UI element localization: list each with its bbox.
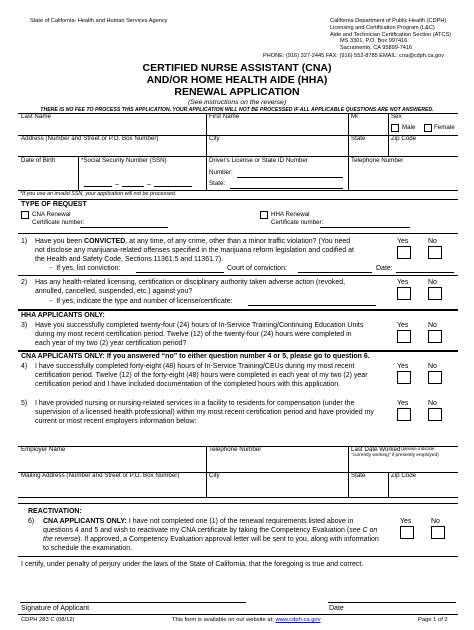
telephone-field[interactable]	[350, 166, 456, 188]
q4-number: 4)	[21, 363, 28, 370]
male-label: Male	[402, 124, 416, 131]
q3-no-label: No	[428, 322, 437, 329]
license-label: Driver's License or State ID Number	[209, 157, 308, 164]
q2-text: Has any health-related licensing, certification or disciplinary authority taken adverse action (revoked, annulled, cancelled, suspended, etc.) against you?	[35, 279, 346, 295]
mi-field[interactable]	[350, 122, 386, 134]
employer-mailing-field[interactable]	[20, 481, 204, 496]
q6-number: 6)	[28, 518, 35, 525]
mi-label: MI	[351, 113, 358, 120]
q6-yes-label: Yes	[400, 518, 412, 525]
title-line-2: AND/OR HOME HEALTH AIDE (HHA)	[146, 74, 328, 86]
q5-yes-label: Yes	[397, 400, 409, 407]
request-heading: TYPE OF REQUEST	[21, 201, 87, 208]
q3-yes-checkbox[interactable]	[397, 330, 411, 343]
employer-city-label: City	[209, 472, 220, 479]
sex-label: Sex	[391, 113, 402, 120]
q6-yes-checkbox[interactable]	[400, 526, 414, 539]
website-link[interactable]: www.cdph.ca.gov	[275, 617, 321, 623]
license-number-label: Number:	[209, 169, 233, 176]
address-field[interactable]	[20, 144, 204, 155]
employer-name-label: Employer Name	[21, 446, 66, 453]
agency-right	[330, 18, 451, 52]
ssn-part-1[interactable]	[84, 186, 112, 187]
state-field[interactable]	[350, 144, 386, 155]
date-line[interactable]	[328, 602, 456, 603]
q6-bold: CNA APPLICANTS ONLY:	[43, 518, 127, 525]
cna-renewal-label: CNA Renewal	[32, 211, 71, 218]
q6-no-label: No	[431, 518, 440, 525]
q1-sub-text: If yes, list conviction:	[56, 265, 121, 272]
signature-line[interactable]	[20, 602, 246, 603]
q3-yes-label: Yes	[397, 322, 409, 329]
zip-label: Zip Code	[391, 135, 417, 142]
dob-label: Date of Birth	[21, 157, 56, 164]
q1-yes-checkbox[interactable]	[397, 246, 411, 259]
employer-state-label: State	[351, 472, 366, 479]
telephone-label: Telephone Number	[351, 157, 404, 164]
employer-phone-field[interactable]	[208, 455, 346, 471]
last-date-note: (please indicate “currently working” if presently employed)	[351, 447, 439, 458]
male-checkbox[interactable]	[391, 124, 399, 132]
q1-date-label: Date:	[376, 265, 393, 272]
hha-cert-label: Certificate number:	[271, 219, 324, 226]
title-line-1: CERTIFIED NURSE ASSISTANT (CNA)	[142, 62, 332, 74]
q1-court-field[interactable]	[298, 272, 372, 273]
hha-cert-field[interactable]	[320, 227, 410, 228]
q5-text: I have provided nursing or nursing-related services in a facility to residents for compensation (under the supervision of a licensed health professional) within my most recent certification period and have provided my current or most recent employers information below:	[35, 400, 374, 425]
license-number-field[interactable]	[237, 177, 343, 178]
page-number: Page 1 of 2	[418, 617, 448, 623]
hha-renewal-label: HHA Renewal	[271, 211, 310, 218]
q1-yes-label: Yes	[397, 238, 409, 245]
q2-no-checkbox[interactable]	[428, 287, 442, 300]
q2-license-field[interactable]	[248, 305, 376, 306]
agency-line: Sacramento, CA 95899-7416	[340, 45, 413, 52]
ssn-dash: –	[115, 181, 119, 188]
q5-no-checkbox[interactable]	[428, 408, 442, 421]
employer-zip-label: Zip Code	[391, 472, 417, 479]
q3-number: 3)	[21, 322, 28, 329]
website-text: This form is available on our website at:	[172, 617, 276, 623]
hha-heading: HHA APPLICANTS ONLY:	[21, 312, 105, 319]
ssn-dash: –	[147, 181, 151, 188]
employer-phone-label: Telephone Number	[209, 446, 262, 453]
ssn-part-2[interactable]	[122, 186, 144, 187]
agency-line: MS 3301, P.O. Box 997416	[340, 38, 408, 45]
hha-renewal-checkbox[interactable]	[260, 211, 268, 219]
cna-cert-field[interactable]	[80, 227, 168, 228]
q4-yes-checkbox[interactable]	[397, 371, 411, 384]
q4-no-checkbox[interactable]	[428, 371, 442, 384]
employer-state-field[interactable]	[350, 481, 386, 496]
q2-yes-checkbox[interactable]	[397, 287, 411, 300]
q2-no-label: No	[428, 279, 437, 286]
q4-text: I have successfully completed forty-eight (48) hours of In-Service Training/CEUs during my most recent certification period. Twelve (12) of the forty-eight (48) hours were completed in each year of my two (2) year certification period and I have included documentation of the completed hours with this application.	[35, 363, 368, 388]
q6-text	[43, 517, 379, 553]
first-name-field[interactable]	[208, 122, 346, 134]
female-checkbox[interactable]	[424, 124, 432, 132]
q1-court-label: Court of conviction:	[227, 265, 287, 272]
q1-date-field[interactable]	[396, 272, 454, 273]
q2-yes-label: Yes	[397, 279, 409, 286]
q3-text: Have you successfully completed twenty-four (24) hours of In-Service Training/Continuing Education Units during my most recent certification period. Twelve (12) of the twenty-four (24) hours were completed in each year of my two (2) year certification period?	[35, 322, 364, 347]
cna-heading: CNA APPLICANTS ONLY: If you answered “no” to either question number 4 or 5, please go to question 6.	[21, 353, 370, 360]
city-field[interactable]	[208, 144, 346, 155]
q4-yes-label: Yes	[397, 363, 409, 370]
q6-end: ). If approved, a Competency Evaluation approval letter will be sent to you, along with information to schedule the examination.	[43, 536, 379, 552]
q6-no-checkbox[interactable]	[431, 526, 445, 539]
employer-zip-field[interactable]	[390, 481, 456, 496]
zip-field[interactable]	[390, 144, 456, 155]
q5-no-label: No	[428, 400, 437, 407]
q1-text: Have you been CONVICTED, at any time, of any crime, other than a minor traffic violation? (You need not disclose any marijuana-related offenses specified in the marijuana reform legislation and codified at the Health and Safety Code, Sections 11361.5 and 11361.7).	[35, 238, 354, 263]
q2-sub-text: If yes, indicate the type and number of license/certificate:	[56, 298, 233, 305]
ssn-note: *If you use an invalid SSN, your application will not be processed.	[20, 191, 177, 197]
cna-renewal-checkbox[interactable]	[21, 211, 29, 219]
signature-label: Signature of Applicant	[21, 605, 90, 612]
q1-no-checkbox[interactable]	[428, 246, 442, 259]
q5-yes-checkbox[interactable]	[397, 408, 411, 421]
last-date-field[interactable]	[350, 460, 456, 471]
q2-number: 2)	[21, 279, 28, 286]
q2-sub-label: - If yes, indicate the type and number of license/certificate:	[50, 298, 233, 305]
subtitle: (See instructions on the reverse)	[187, 99, 287, 106]
employer-city-field[interactable]	[208, 481, 346, 496]
q6-rest: I have not completed one (1) of the renewal requirements listed above in questions 4 and 5 and wish to reactivate my CNA certificate by taking the Competency Evaluation (	[43, 518, 354, 534]
q1-emphasis: CONVICTED	[84, 238, 126, 245]
q3-no-checkbox[interactable]	[428, 330, 442, 343]
agency-left: State of California- Health and Human Services Agency	[30, 18, 168, 24]
q5-number: 5)	[21, 400, 28, 407]
reactivation-heading: REACTIVATION:	[28, 508, 82, 515]
license-state-field[interactable]	[230, 188, 343, 189]
notice: THERE IS NO FEE TO PROCESS THIS APPLICATION. YOUR APPLICATION WILL NOT BE PROCESSED IF ALL APPLICABLE QUESTIONS ARE NOT ANSWERED.	[40, 106, 434, 113]
ssn-label: *Social Security Number (SSN)	[81, 157, 167, 164]
last-date-text: Last Date Worked	[351, 446, 401, 453]
agency-line: Licensing and Certification Program (L&C)	[330, 24, 435, 31]
title-line-3: RENEWAL APPLICATION	[174, 86, 300, 98]
q1-no-label: No	[428, 238, 437, 245]
city-label: City	[209, 135, 220, 142]
employer-mailing-label: Mailing Address (Number and Street or P.O. Box Number)	[21, 472, 180, 479]
cna-cert-label: Certificate number:	[32, 219, 85, 226]
address-label: Address (Number and Street or P.O. Box Number)	[21, 135, 159, 142]
female-label: Female	[434, 124, 455, 131]
contact-line: PHONE: (916) 327-2445 FAX: (916) 552-8785 EMAIL: cna@cdph.ca.gov	[263, 53, 445, 59]
ssn-part-3[interactable]	[154, 186, 192, 187]
certify-statement: I certify, under penalty of perjury under the laws of the State of California, that the foregoing is true and correct.	[21, 561, 364, 568]
date-label: Date	[329, 605, 344, 612]
agency-line: California Department of Public Health (CDPH)	[330, 18, 447, 24]
agency-line: Aide and Technician Certification Section (ATCS)	[330, 31, 452, 38]
q6-see: see C on the reverse	[43, 527, 378, 543]
last-name-field[interactable]	[20, 122, 204, 134]
state-label: State	[351, 135, 366, 142]
form-id: CDPH 283 C (08/12)	[21, 617, 75, 623]
license-state-label: State:	[209, 180, 226, 187]
q1-number: 1)	[21, 238, 28, 245]
q1-sub-label: - If yes, list conviction:	[50, 265, 121, 272]
q1-conviction-field[interactable]	[136, 272, 224, 273]
dob-field[interactable]	[20, 166, 76, 188]
q4-no-label: No	[428, 363, 437, 370]
website-note	[172, 617, 321, 623]
first-name-label: First Name	[209, 113, 240, 120]
last-name-label: Last Name	[21, 113, 51, 120]
employer-name-field[interactable]	[20, 455, 204, 471]
